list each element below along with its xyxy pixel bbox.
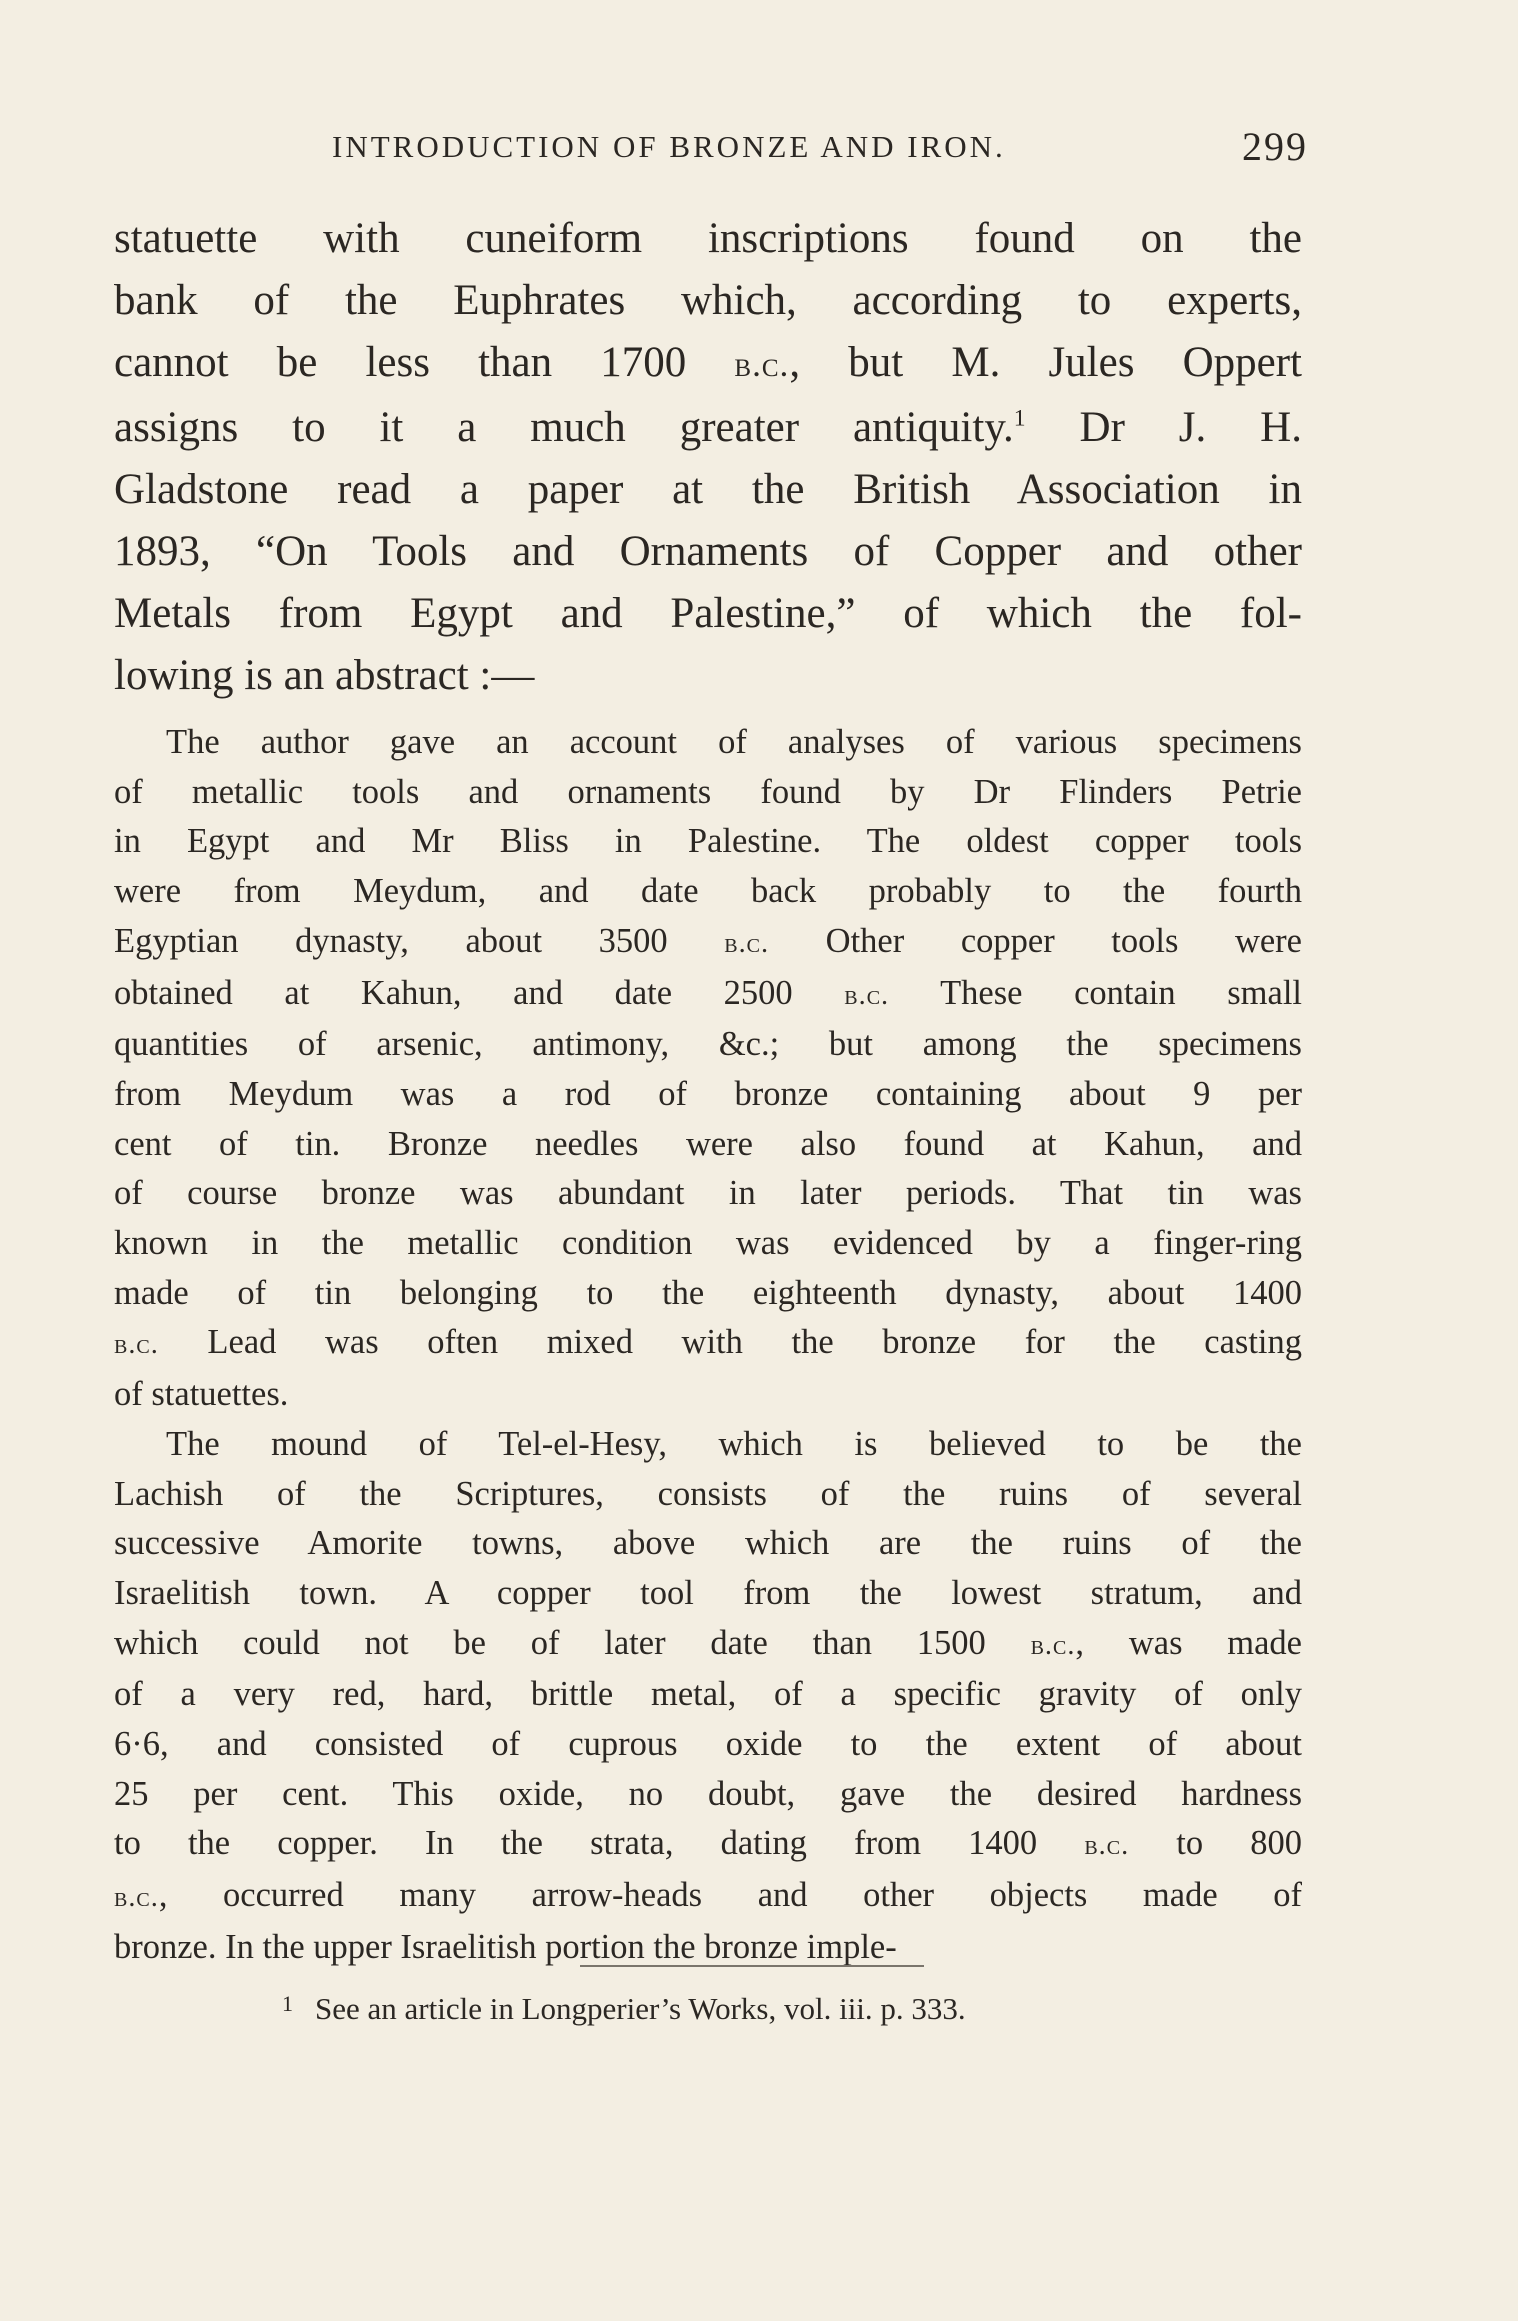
line-text: of a very red, hard, brittle metal, of a specific gravity of only (114, 1675, 1302, 1714)
line-text: , but M. Jules Oppert (789, 339, 1302, 387)
text-line (114, 718, 1302, 768)
running-head (110, 122, 1308, 172)
line-text: assigns to it a much greater antiquity. (114, 403, 1014, 451)
text-line (114, 1318, 1302, 1370)
text-line (114, 1670, 1302, 1720)
small-caps-abbrev: b.c. (1084, 1830, 1130, 1862)
text-line (114, 1269, 1302, 1319)
line-text: , occurred many arrow-heads and other objects made of (158, 1876, 1302, 1915)
text-line (114, 270, 1302, 332)
line-text: which could not be of later date than 1500 (114, 1623, 1031, 1662)
page-number: 299 (1242, 124, 1308, 169)
small-caps-abbrev: b.c. (734, 345, 790, 385)
line-text: to 800 (1129, 1824, 1302, 1863)
text-line (114, 1470, 1302, 1520)
line-text: cannot be less than 1700 (114, 339, 735, 387)
text-line (114, 1519, 1302, 1569)
small-caps-abbrev: b.c. (724, 927, 770, 959)
footnote-text: See an article in Longperier’s Works, vol. iii. p. 333. (315, 1991, 966, 2026)
text-line (114, 397, 1302, 459)
line-text: of metallic tools and ornaments found by Dr Flinders Petrie (114, 772, 1302, 811)
text-line (114, 1871, 1302, 1923)
quoted-abstract (114, 718, 1302, 1973)
text-line (114, 1569, 1302, 1619)
line-text: Lead was often mixed with the bronze for the casting (158, 1323, 1302, 1362)
small-caps-abbrev: b.c. (114, 1882, 159, 1914)
line-text: quantities of arsenic, antimony, &c.; but among the specimens (114, 1025, 1302, 1064)
main-paragraph (114, 208, 1302, 708)
text-line (114, 1420, 1302, 1470)
text-line (114, 521, 1302, 583)
line-text: Israelitish town. A copper tool from the lowest stratum, and (114, 1573, 1302, 1612)
line-text: , was made (1075, 1623, 1302, 1662)
text-line (114, 768, 1302, 818)
line-text: Other copper tools were (769, 921, 1302, 960)
line-text: from Meydum was a rod of bronze containing about 9 per (114, 1074, 1302, 1113)
line-text: were from Meydum, and date back probably to the fourth (114, 872, 1302, 911)
small-caps-abbrev: b.c. (114, 1329, 159, 1361)
small-caps-abbrev: b.c. (1030, 1629, 1076, 1661)
line-text: known in the metallic condition was evidenced by a finger-ring (114, 1224, 1302, 1263)
text-line (114, 1120, 1302, 1170)
text-line (114, 645, 1302, 707)
line-text: Lachish of the Scriptures, consists of the ruins of several (114, 1474, 1302, 1513)
text-line (114, 1169, 1302, 1219)
line-text: bank of the Euphrates which, according to experts, (114, 277, 1302, 325)
line-text: 25 per cent. This oxide, no doubt, gave the desired hardness (114, 1774, 1302, 1813)
text-line (114, 1770, 1302, 1820)
line-text: 1893, “On Tools and Ornaments of Copper and other (114, 528, 1302, 576)
text-line (114, 1020, 1302, 1070)
text-line (114, 1720, 1302, 1770)
line-text: of statuettes. (114, 1375, 289, 1414)
text-line (114, 583, 1302, 645)
text-line (114, 1619, 1302, 1671)
line-text: Dr J. H. (1025, 403, 1302, 451)
line-text: lowing is an abstract :— (114, 652, 535, 700)
text-line (114, 917, 1302, 969)
line-text: of course bronze was abundant in later periods. That tin was (114, 1174, 1302, 1213)
running-title: INTRODUCTION OF BRONZE AND IRON. (332, 129, 1006, 164)
text-line (114, 1070, 1302, 1120)
line-text: These contain small (889, 973, 1303, 1012)
line-text: Egyptian dynasty, about 3500 (114, 921, 725, 960)
text-line (114, 969, 1302, 1021)
text-line (114, 867, 1302, 917)
line-text: statuette with cuneiform inscriptions found on the (114, 215, 1302, 262)
line-text: 6·6, and consisted of cuprous oxide to the extent of about (114, 1725, 1302, 1764)
text-line (114, 1219, 1302, 1269)
footnote-reference: 1 (1013, 405, 1026, 432)
line-text: The mound of Tel-el-Hesy, which is believed to be the (166, 1424, 1302, 1463)
line-text: in Egypt and Mr Bliss in Palestine. The oldest copper tools (114, 822, 1302, 861)
text-line (114, 1370, 1302, 1420)
footnote-marker: 1 (282, 1991, 293, 2016)
line-text: Gladstone read a paper at the British Association in (114, 465, 1302, 513)
footnote-rule (580, 1965, 924, 1967)
line-text: The author gave an account of analyses of various specimens (166, 723, 1302, 761)
line-text: successive Amorite towns, above which are the ruins of the (114, 1524, 1302, 1563)
line-text: cent of tin. Bronze needles were also found at Kahun, and (114, 1124, 1302, 1163)
text-line (114, 1819, 1302, 1871)
text-line (114, 208, 1302, 270)
text-line (114, 459, 1302, 521)
small-caps-abbrev: b.c. (844, 979, 890, 1011)
abstract-paragraph-2 (114, 1420, 1302, 1973)
line-text: Metals from Egypt and Palestine,” of which the fol- (114, 590, 1302, 638)
line-text: obtained at Kahun, and date 2500 (114, 973, 845, 1012)
text-line (114, 332, 1302, 396)
line-text: bronze. In the upper Israelitish portion the bronze imple- (114, 1927, 897, 1966)
line-text: made of tin belonging to the eighteenth dynasty, about 1400 (114, 1273, 1302, 1312)
line-text: to the copper. In the strata, dating from 1400 (114, 1824, 1085, 1863)
abstract-paragraph-1 (114, 718, 1302, 1420)
text-line (114, 817, 1302, 867)
footnote (282, 1982, 966, 2031)
